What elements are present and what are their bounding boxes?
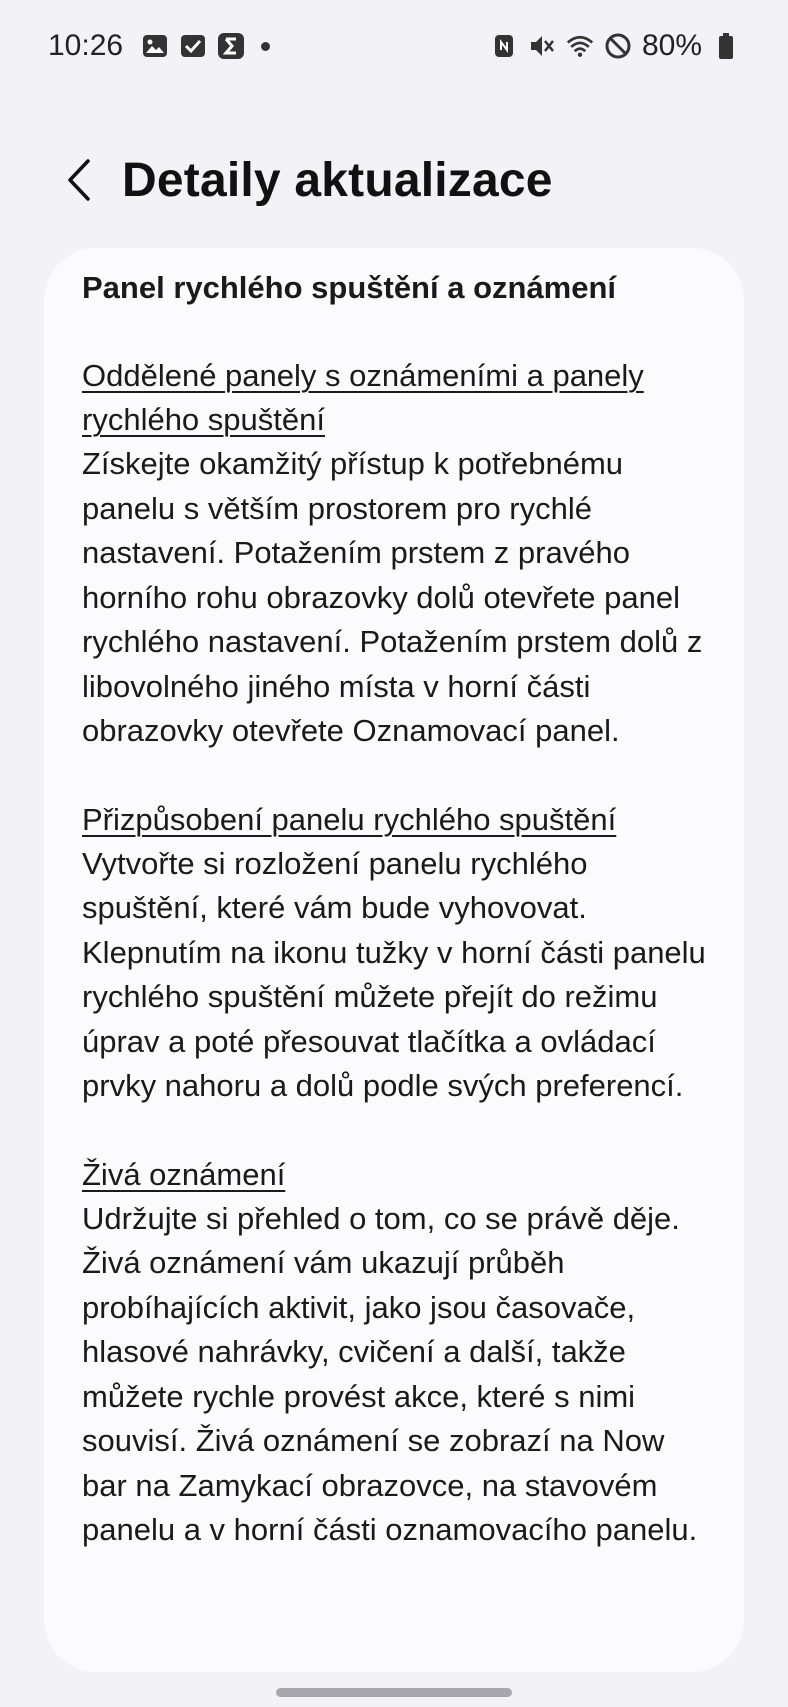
feature-block bbox=[82, 1153, 706, 1553]
back-arrow-icon bbox=[64, 158, 94, 202]
feature-description: Udržujte si přehled o tom, co se právě děje. Živá oznámení vám ukazují průběh probíhajících aktivit, jako jsou časovače, hlasové nahrávky, cvičení a další, takže můžete rychle provést akce, které s nimi souvisí. Živá oznámení se zobrazí na Now bar na Zamykací obrazovce, na stavovém panelu a v horní části oznamovacího panelu. bbox=[82, 1200, 698, 1547]
card-content bbox=[44, 248, 744, 1553]
status-bar bbox=[0, 0, 788, 92]
feature-block bbox=[82, 798, 706, 1109]
status-left bbox=[48, 29, 270, 63]
update-details-card[interactable] bbox=[44, 248, 744, 1672]
feature-heading: Oddělené panely s oznámeními a panely rychlého spuštění bbox=[82, 358, 644, 437]
feature-heading: Přizpůsobení panelu rychlého spuštění bbox=[82, 801, 617, 837]
wifi-icon bbox=[566, 32, 594, 60]
battery-percent: 80% bbox=[641, 29, 702, 62]
gallery-icon bbox=[141, 32, 169, 60]
notification-dot-icon bbox=[261, 42, 270, 51]
sigma-icon bbox=[217, 32, 245, 60]
page-title: Detaily aktualizace bbox=[122, 153, 553, 207]
feature-description: Vytvořte si rozložení panelu rychlého spuštění, které vám bude vyhovovat. Klepnutím na ikonu tužky v horní části panelu rychlého spuštění můžete přejít do režimu úprav a poté přesouvat tlačítka a ovládací prvky nahoru a dolů podle svých preferencí. bbox=[82, 845, 706, 1103]
section-title: Panel rychlého spuštění a oznámení bbox=[82, 270, 617, 305]
back-button[interactable] bbox=[44, 145, 114, 215]
mute-icon bbox=[528, 32, 556, 60]
nfc-icon bbox=[490, 32, 518, 60]
checklist-icon bbox=[179, 32, 207, 60]
feature-description: Získejte okamžitý přístup k potřebnému panelu s větším prostorem pro rychlé nastavení. Potažením prstem z pravého horního rohu obrazovky dolů otevřete panel rychlého nastavení. Potažením prstem dolů z libovolného jiného místa v horní části obrazovky otevřete Oznamovací panel. bbox=[82, 446, 703, 748]
app-header bbox=[0, 130, 788, 230]
feature-block bbox=[82, 354, 706, 754]
status-time: 10:26 bbox=[48, 29, 124, 62]
home-indicator[interactable] bbox=[276, 1688, 512, 1697]
status-right bbox=[490, 29, 740, 63]
dnd-icon bbox=[604, 32, 632, 60]
feature-heading: Živá oznámení bbox=[82, 1156, 286, 1192]
battery-icon bbox=[712, 32, 740, 60]
